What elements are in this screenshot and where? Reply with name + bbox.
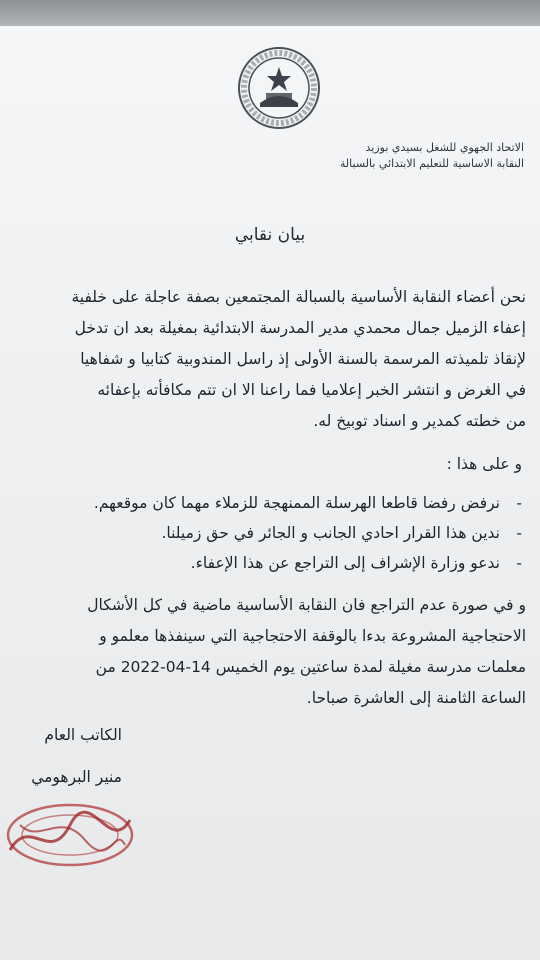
closing-line: و في صورة عدم التراجع فان النقابة الأساسية ماضية في كل الأشكال <box>87 596 526 614</box>
lead-paragraph <box>14 282 526 437</box>
demand-text: ندين هذا القرار احادي الجانب و الجائر في حق زميلنا. <box>161 524 500 542</box>
org-line-1: الاتحاد الجهوي للشغل بسيدي بوزيد <box>365 141 524 154</box>
lead-line: لإنقاذ تلميذته المرسمة بالسنة الأولى إذ راسل المندوبية كتابيا و شفاهيا <box>80 350 526 368</box>
demand-text: نرفض رفضا قاطعا الهرسلة الممنهجة للزملاء مهما كان موقعهم. <box>93 494 500 512</box>
background-edge <box>0 0 540 26</box>
closing-paragraph <box>14 590 526 714</box>
document-title: بيان نقابي <box>234 225 306 245</box>
lead-line: نحن أعضاء النقابة الأساسية بالسبالة المجتمعين بصفة عاجلة على خلفية <box>71 288 526 306</box>
org-line-2: النقابة الاساسية للتعليم الابتدائي بالسبالة <box>339 157 524 170</box>
organization-header <box>224 140 524 172</box>
intro-text: و على هذا : <box>446 455 522 473</box>
lead-line: من خطته كمدير و اسناد توبيخ له. <box>313 412 526 430</box>
demand-item: -نرفض رفضا قاطعا الهرسلة الممنهجة للزملاء مهما كان موقعهم. <box>93 494 522 512</box>
demands-list <box>17 488 522 578</box>
lead-line: في الغرض و انتشر الخبر إعلاميا فما راعنا الا ان تتم مكافأته بإعفائه <box>97 381 526 399</box>
signature-title: الكاتب العام <box>44 726 122 744</box>
lead-line: إعفاء الزميل جمال محمدي مدير المدرسة الابتدائية بمغيلة بعد ان تدخل <box>74 319 526 337</box>
demand-text: ندعو وزارة الإشراف إلى التراجع عن هذا الإعفاء. <box>190 554 500 572</box>
official-stamp-signature <box>0 795 140 875</box>
signature-name: منير البرهومي <box>31 768 122 786</box>
demand-item: -ندعو وزارة الإشراف إلى التراجع عن هذا الإعفاء. <box>190 554 522 572</box>
demand-item: -ندين هذا القرار احادي الجانب و الجائر في حق زميلنا. <box>161 524 522 542</box>
closing-line: الساعة الثامنة إلى العاشرة صباحا. <box>306 689 526 707</box>
union-emblem-logo <box>236 45 322 131</box>
closing-line: الاحتجاجية المشروعة بدءا بالوقفة الاحتجاجية التي سينفذها معلمو و <box>99 627 526 645</box>
closing-line: معلمات مدرسة مغيلة لمدة ساعتين يوم الخميس 14-04-2022 من <box>95 658 526 676</box>
